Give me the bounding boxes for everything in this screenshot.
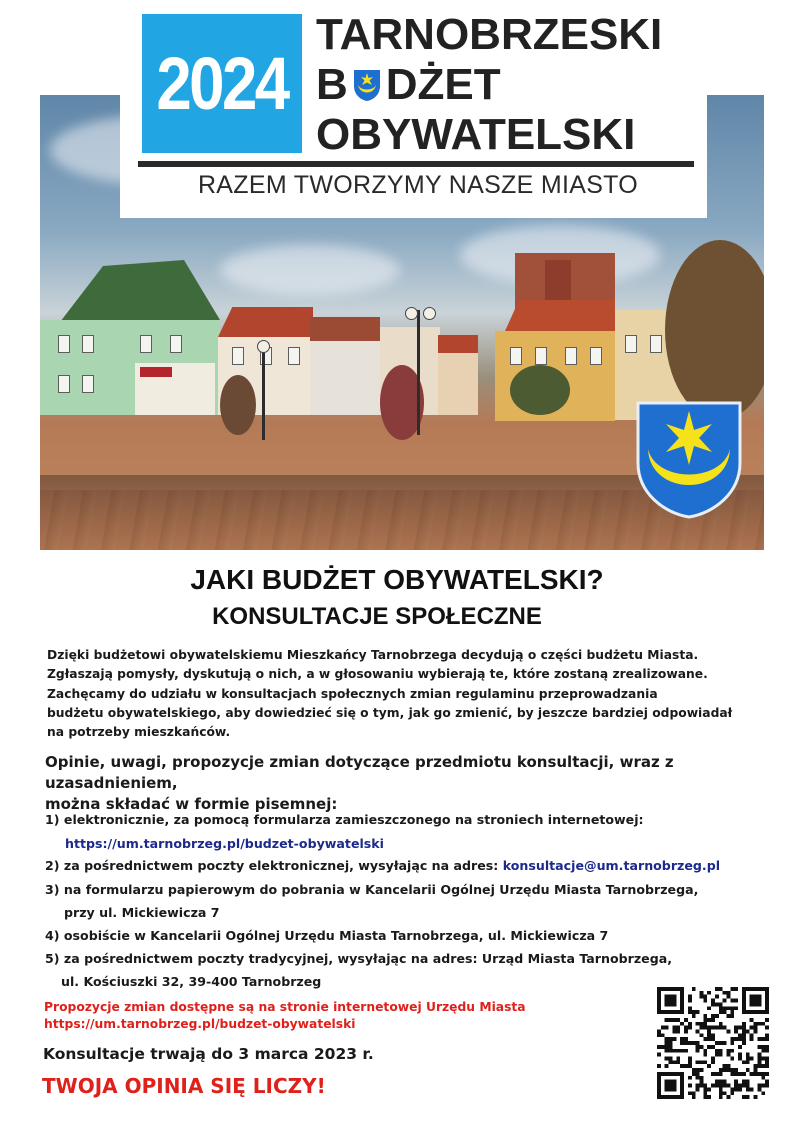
header-panel bbox=[120, 0, 707, 218]
slogan-text: TWOJA OPINIA SIĘ LICZY! bbox=[42, 1074, 326, 1098]
method-item-3: 3) na formularzu papierowym do pobrania w Kancelarii Ogólnej Urzędu Miasta Tarnobrzega, bbox=[45, 882, 699, 897]
note-link[interactable]: https://um.tarnobrzeg.pl/budzet-obywatelski bbox=[44, 1017, 356, 1031]
deadline-text: Konsultacje trwają do 3 marca 2023 r. bbox=[43, 1045, 374, 1063]
method-item-5: 5) za pośrednictwem poczty tradycyjnej, wysyłając na adres: Urząd Miasta Tarnobrzega, bbox=[45, 951, 673, 966]
intro-line: Dzięki budżetowi obywatelskiemu Mieszkańcy Tarnobrzega decydują o części budżetu Miasta. bbox=[47, 648, 699, 662]
title-line-2-end: DŻET bbox=[385, 60, 501, 109]
method-item-2-text: 2) za pośrednictwem poczty elektronicznej, wysyłając na adres: bbox=[45, 858, 503, 873]
coat-of-arms-icon bbox=[636, 401, 742, 519]
title-line-1: TARNOBRZESKI bbox=[316, 10, 663, 59]
title-line-3: OBYWATELSKI bbox=[316, 110, 636, 159]
method-item-1: 1) elektronicznie, za pomocą formularza zamieszczonego na stroniech internetowej: bbox=[45, 812, 644, 827]
note-line: Propozycje zmian dostępne są na stronie internetowej Urzędu Miasta bbox=[44, 1000, 526, 1014]
intro-line: Zgłaszają pomysły, dyskutują o nich, a w głosowaniu wybierają te, które zostaną zrealizowane. bbox=[47, 667, 708, 682]
proposals-note bbox=[44, 999, 526, 1033]
intro-line: Zachęcamy do udziału w konsultacjach społecznych zmian regulaminu przeprowadzania bbox=[47, 686, 658, 701]
year-label: 2024 bbox=[156, 42, 288, 125]
email-link[interactable]: konsultacje@um.tarnobrzeg.pl bbox=[502, 858, 721, 873]
submission-lead bbox=[45, 752, 765, 815]
header-subtitle: RAZEM TWORZYMY NASZE MIASTO bbox=[197, 171, 639, 199]
method-item-4: 4) osobiście w Kancelarii Ogólnej Urzędu Miasta Tarnobrzega, ul. Mickiewicza 7 bbox=[45, 928, 609, 943]
mini-shield-icon bbox=[352, 68, 382, 102]
title-line-2-start: B bbox=[316, 60, 348, 109]
intro-line: na potrzeby mieszkańców. bbox=[47, 725, 231, 740]
intro-paragraph bbox=[47, 646, 767, 742]
qr-code-icon[interactable] bbox=[657, 987, 769, 1099]
title-line-2 bbox=[316, 60, 501, 110]
method-item-2 bbox=[45, 858, 720, 873]
page-subtitle: KONSULTACJE SPOŁECZNE bbox=[212, 603, 542, 630]
page-title: JAKI BUDŻET OBYWATELSKI? bbox=[190, 564, 604, 595]
header-divider bbox=[138, 161, 694, 167]
method-item-3-cont: przy ul. Mickiewicza 7 bbox=[64, 905, 220, 920]
intro-line: budżetu obywatelskiego, aby dowiedzieć się o tym, jak go zmienić, by jeszcze bardziej odpowiadał bbox=[47, 705, 733, 720]
lead-line: Opinie, uwagi, propozycje zmian dotyczące przedmiotu konsultacji, wraz z uzasadnieniem, bbox=[45, 753, 674, 792]
year-logo bbox=[142, 14, 302, 153]
method-item-5-cont: ul. Kościuszki 32, 39-400 Tarnobrzeg bbox=[61, 974, 322, 989]
form-link[interactable]: https://um.tarnobrzeg.pl/budzet-obywatelski bbox=[65, 836, 384, 851]
lead-line: można składać w formie pisemnej: bbox=[45, 795, 338, 813]
